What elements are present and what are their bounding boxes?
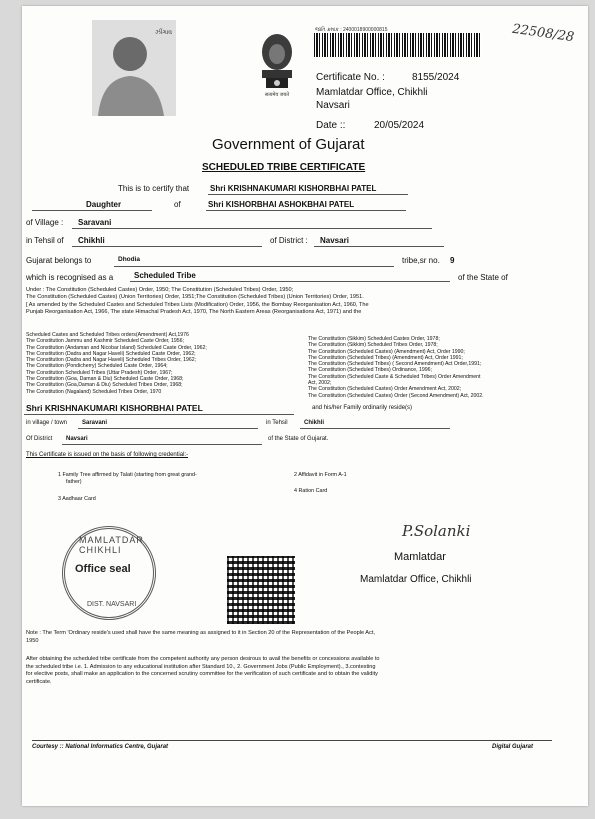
certificate-subtitle: SCHEDULED TRIBE CERTIFICATE [202, 162, 366, 173]
family-text: and his/her Family ordinarily reside(s) [312, 405, 413, 411]
date-value: 20/05/2024 [374, 120, 425, 131]
list-item: The Constitution (Pondicherry) Scheduled Caste Order, 1964; [26, 363, 168, 370]
credential-2: 2 Affidavit in Form A-1 [294, 472, 347, 478]
list-item: The Constitution (Dadra and Nagar Haveli) Scheduled Tribes Order, 1962; [26, 357, 197, 364]
tribe-no-label: tribe,sr no. [402, 256, 440, 265]
list-item: The Constitution (Scheduled Tribes) ( Second Amendment) Act Order,1991; [308, 361, 482, 368]
list-item: The Constitution Scheduled Tribes (Uttar Pradesh) Order, 1967; [26, 369, 173, 376]
belongs-label: Gujarat belongs to [26, 256, 92, 265]
barcode [314, 33, 482, 57]
date-label: Date :: [316, 120, 346, 131]
office-seal: MAMLATDAR CHIKHLI Office seal DIST. NAVSARI [62, 526, 156, 620]
list-item: The Constitution (Dadra and Nagar Haveli) Scheduled Caste Order, 1962; [26, 350, 196, 357]
res-district-label: Of District [26, 436, 53, 442]
state-of-label: of the State of [458, 273, 508, 282]
footer-left: Courtesy :: National Informatics Centre, Gujarat [32, 744, 169, 750]
recognised-value: Scheduled Tribe [134, 271, 196, 280]
note-text: Note : The Term 'Ordinary reside's used shall have the same meaning as assigned to it in Section 20 of the Representation of the People Act, 1950 [26, 630, 375, 644]
credential-1: 1 Family Tree affirmed by Talati (starting from great grand- father) [58, 472, 197, 485]
village-town-label: in village / town [26, 420, 68, 426]
photo-signature: ઝીંગાવ [154, 30, 172, 36]
list-item: The Constitution (Sikkim) Scheduled Castes Order, 1978; [308, 336, 440, 342]
village-town-value: Saravani [82, 420, 108, 426]
footer-rule [32, 740, 552, 741]
village-value: Saravani [78, 218, 112, 227]
signatory-title: Mamlatdar [394, 551, 446, 563]
credential-3: 3 Aadhaar Card [58, 496, 96, 502]
res-state-text: of the State of Gujarat. [268, 436, 329, 442]
list-item: The Constitution (Scheduled Tribes) Ordinance, 1996; [308, 367, 432, 374]
relation: Daughter [86, 200, 122, 209]
tribe-name: Dhodia [118, 256, 141, 263]
certificate-no: 8155/2024 [412, 72, 460, 83]
list-item: The Constitution (Goa, Daman & Diu) Scheduled Caste Order, 1968; [26, 376, 184, 383]
parent-name: Shri KISHORBHAI ASHOKBHAI PATEL [208, 200, 355, 209]
certificate-no-label: Certificate No. : [316, 72, 385, 83]
tehsil-label: in Tehsil of [26, 236, 64, 245]
applicant-name: Shri KRISHNAKUMARI KISHORBHAI PATEL [210, 184, 377, 193]
district-label: of District : [270, 236, 308, 245]
resident-name: Shri KRISHNAKUMARI KISHORBHAI PATEL [26, 403, 203, 413]
credential-heading: This Certificate is issued on the basis of following credential:- [26, 452, 189, 458]
recognised-label: which is recognised as a [26, 273, 114, 282]
certificate-page [22, 6, 588, 806]
certify-prefix: This is to certify that [118, 184, 190, 193]
office-name: Mamlatdar Office, Chikhli [316, 87, 428, 98]
tehsil-value: Chikhli [78, 236, 105, 245]
list-item: Act, 2002; [308, 380, 332, 387]
list-item: The Constitution (Scheduled Castes) (Amendment) Act, Order 1990; [308, 348, 465, 355]
of-label: of [174, 200, 181, 209]
list-item: The Constitution (Sikkim) Scheduled Tribes Order, 1978; [308, 342, 438, 349]
list-item: The Constitution (Scheduled Tribes) (Amendment) Act, Order 1991; [308, 354, 463, 361]
list-item: The Constitution Jammu and Kashmir Scheduled Caste Order, 1956; [26, 338, 185, 345]
district-value: Navsari [320, 236, 349, 245]
signature: P.Solanki [402, 522, 471, 540]
page-title: Government of Gujarat [212, 136, 365, 153]
handwritten-number: 22508/28 [511, 21, 576, 46]
list-item: The Constitution (Goa,Daman & Diu) Scheduled Tribes Order, 1968; [26, 382, 183, 389]
after-text: After obtaining the scheduled tribe certificate from the competent authority any person desirous to avail the benefits or concessions available to the scheduled tribe i.e. 1. Admission to any educational institution after Standard 10., 2. Government Jobs (Public Employment)., 3.contesting for elective posts, shall make an application to the concerned scrutiny committee for the verification of such certificate and to obtain the validity certificate. [26, 656, 380, 685]
under-text: Under : The Constitution (Scheduled Castes) Order, 1950; The Constitution (Scheduled Tribes) Order, 1950; The Constitution (Scheduled Castes) (Union Territories) Order, 1951;The Constitution (Scheduled Tribes) (Union Territories) Order, 1951. [ As amended by the Scheduled Castes and Scheduled Tribes Lists (Modification) Order, 1956, the Bombay Reorganisation Act, 1960, The Punjab Reorganisation Act, 1966, The state Himachal Pradesh Act, 1970, The North Eastern Areas (Reorganisations Act, 1971) and the [26, 287, 369, 315]
applicant-photo [92, 20, 176, 116]
tribe-no: 9 [450, 256, 455, 265]
footer-right: Digital Gujarat [492, 744, 534, 750]
barcode-number: જાતિ ક્રમાંક : 2400018900000815 [315, 27, 388, 33]
emblem-caption: सत्यमेव जयते [264, 92, 290, 98]
list-item: Scheduled Castes and Scheduled Tribes orders(Amendment) Act,1976 [26, 332, 189, 338]
orders-left-list [26, 332, 296, 394]
res-tehsil-label: in Tehsil [266, 420, 288, 426]
list-item: The Constitution (Scheduled Castes) Order Amendment Act, 2002; [308, 386, 462, 393]
list-item: The Constitution (Nagaland) Scheduled Tribes Order, 1970 [26, 388, 162, 394]
credential-4: 4 Ration Card [294, 488, 328, 494]
national-emblem-icon [254, 24, 300, 98]
qr-code [227, 556, 295, 624]
res-district-value: Navsari [66, 436, 88, 442]
list-item: The Constitution (Scheduled Castes) Order (Second Amendment) Act, 2002. [308, 392, 484, 399]
village-label: of Village : [26, 218, 64, 227]
res-tehsil-value: Chikhli [304, 420, 325, 426]
list-item: The Constitution (Andaman and Nicobar Island) Scheduled Caste Order, 1962; [26, 344, 207, 351]
signatory-office: Mamlatdar Office, Chikhli [360, 574, 472, 585]
list-item: The Constitution (Scheduled Caste & Scheduled Tribes) Order Amendment [308, 373, 481, 380]
office-city: Navsari [316, 100, 350, 111]
orders-right-list [308, 336, 586, 399]
